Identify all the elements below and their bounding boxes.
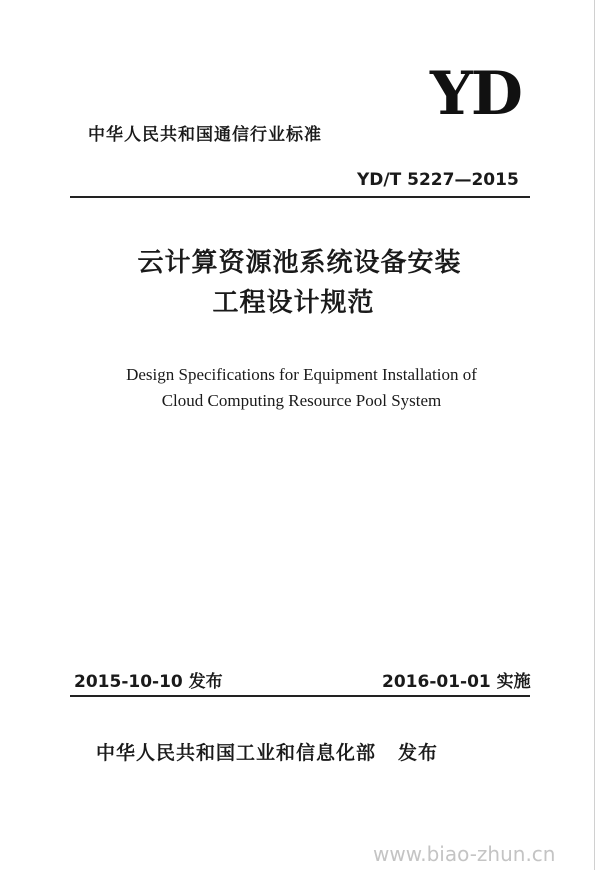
publisher <box>96 738 438 765</box>
standard-number: YD/T 5227—2015 <box>357 170 519 190</box>
publisher-action: 发布 <box>398 742 439 764</box>
title-zh-line1: 云计算资源池系统设备安装 <box>137 248 462 278</box>
bottom-divider <box>70 695 530 697</box>
industry-standard-label: 中华人民共和国通信行业标准 <box>88 125 322 145</box>
title-zh-line2: 工程设计规范 <box>212 288 375 318</box>
implementation-date: 2016-01-01 实施 <box>382 672 531 692</box>
top-divider <box>70 196 530 198</box>
site-watermark: www.biao-zhun.cn <box>373 842 556 866</box>
yd-logo: YD <box>430 59 521 129</box>
publisher-name: 中华人民共和国工业和信息化部 <box>96 742 377 764</box>
title-en-line2: Cloud Computing Resource Pool System <box>161 391 442 410</box>
issue-date: 2015-10-10 发布 <box>74 672 223 692</box>
title-en-line1: Design Specifications for Equipment Installation of <box>126 365 477 384</box>
page-edge-line <box>594 0 595 870</box>
